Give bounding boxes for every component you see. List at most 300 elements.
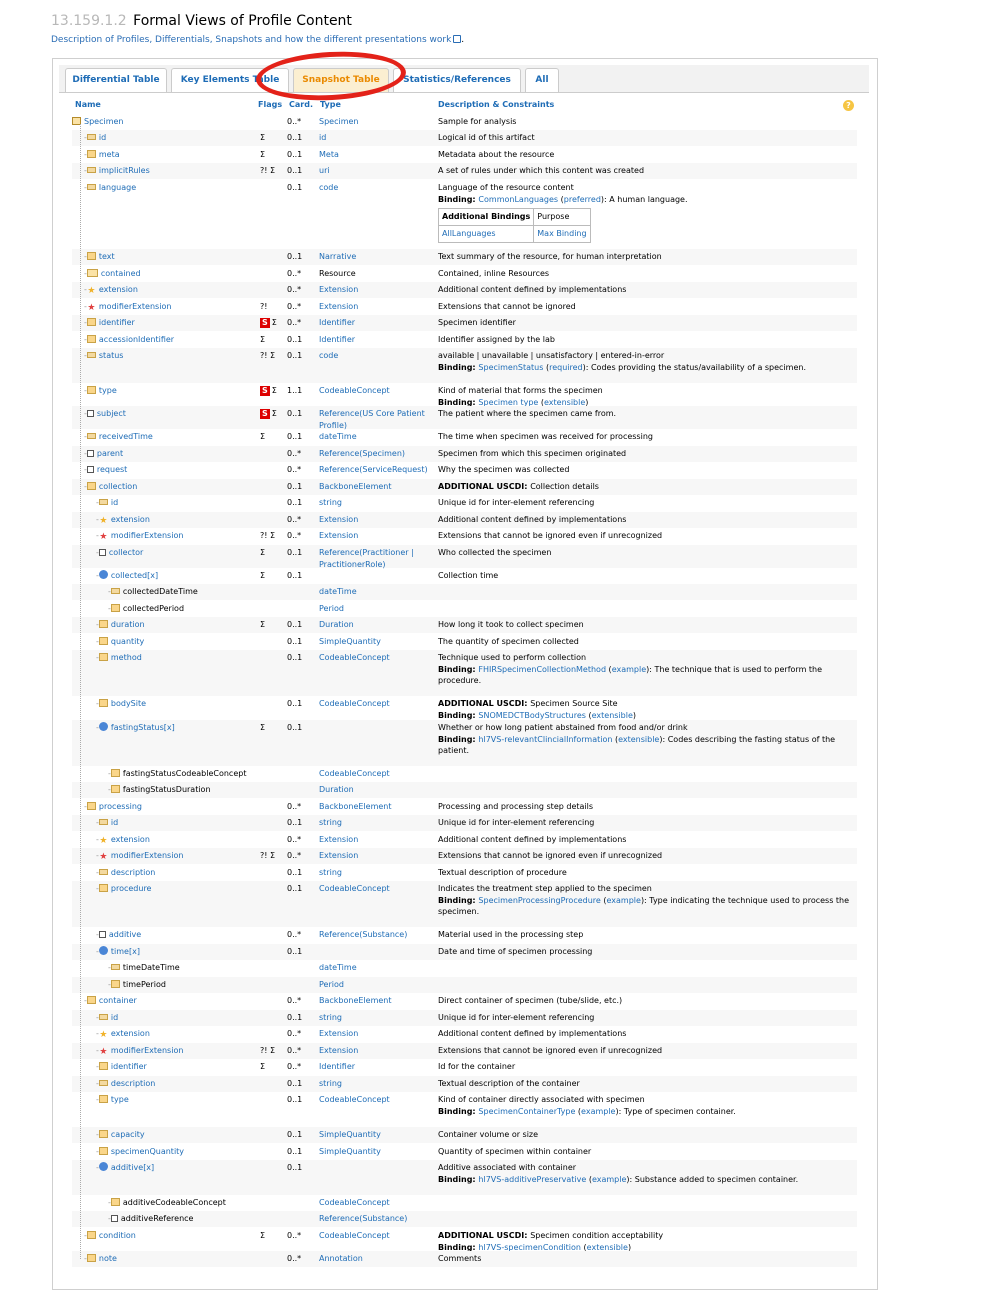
type-link[interactable]: BackboneElement xyxy=(319,482,392,491)
element-name[interactable]: time[x] xyxy=(110,947,140,956)
element-name-cell xyxy=(84,350,264,362)
type-link[interactable]: dateTime xyxy=(319,587,357,596)
element-name-cell xyxy=(84,149,264,161)
element-name[interactable]: modifierExtension xyxy=(110,851,184,860)
description-cell xyxy=(438,817,853,829)
element-name[interactable]: capacity xyxy=(110,1130,145,1139)
flags-text: Σ xyxy=(260,620,266,629)
type-cell[interactable] xyxy=(319,834,437,846)
type-link[interactable]: Extension xyxy=(319,1046,359,1055)
type-link[interactable]: Duration xyxy=(319,785,354,794)
element-name[interactable]: note xyxy=(98,1254,117,1263)
binding-strength-link[interactable]: extensible xyxy=(586,1242,628,1252)
type-cell[interactable] xyxy=(319,586,437,598)
description-cell xyxy=(438,1094,853,1117)
element-name[interactable]: procedure xyxy=(110,884,152,893)
type-link[interactable]: code xyxy=(319,183,339,192)
table-row xyxy=(72,617,857,633)
table-row xyxy=(72,1043,857,1059)
type-link[interactable]: SimpleQuantity xyxy=(319,1147,381,1156)
element-name[interactable]: modifierExtension xyxy=(98,302,172,311)
cardinality-cell: 0..1 xyxy=(287,699,303,708)
binding-text: ): Substance added to specimen container. xyxy=(626,1174,799,1184)
element-name[interactable]: identifier xyxy=(98,318,135,327)
datatype-icon xyxy=(87,996,96,1004)
type-cell[interactable] xyxy=(319,514,437,526)
type-cell[interactable] xyxy=(319,149,437,161)
type-link[interactable]: Resource xyxy=(319,269,356,278)
description-cell xyxy=(438,497,853,509)
type-link[interactable]: CodeableConcept xyxy=(319,699,390,708)
tree-connector: - xyxy=(96,1147,99,1156)
uscdi-prefix: ADDITIONAL USCDI: xyxy=(438,1231,531,1240)
element-name[interactable]: status xyxy=(98,351,124,360)
element-name[interactable]: id xyxy=(110,818,119,827)
choice-icon xyxy=(99,722,108,731)
description-cell xyxy=(438,1045,853,1057)
type-cell[interactable] xyxy=(319,1129,437,1141)
type-cell[interactable] xyxy=(319,1253,437,1265)
element-name-cell xyxy=(96,547,276,559)
extension-icon: ★ xyxy=(99,836,108,846)
type-link[interactable]: Annotation xyxy=(319,1254,363,1263)
binding-strength-link[interactable]: example xyxy=(606,895,641,905)
paren: ( xyxy=(606,664,612,674)
type-cell[interactable] xyxy=(319,284,437,296)
description-cell xyxy=(438,1061,853,1073)
element-name[interactable]: description xyxy=(110,1079,156,1088)
flags-cell xyxy=(260,385,288,397)
type-link[interactable]: Reference(ServiceRequest) xyxy=(319,465,428,474)
element-name[interactable]: container xyxy=(98,996,137,1005)
datatype-icon xyxy=(99,1147,108,1155)
type-link[interactable]: dateTime xyxy=(319,963,357,972)
element-name[interactable]: description xyxy=(110,868,156,877)
tree-connector: - xyxy=(84,1231,87,1240)
tree-connector: - xyxy=(108,963,111,972)
type-cell[interactable] xyxy=(319,334,437,346)
element-name[interactable]: Specimen xyxy=(84,117,124,126)
element-name-cell xyxy=(96,698,276,710)
binding-valueset-link[interactable]: hl7VS-additivePreservative xyxy=(478,1174,587,1184)
binding-strength-link[interactable]: example xyxy=(591,1174,627,1184)
type-link[interactable]: Extension xyxy=(319,302,359,311)
type-link[interactable]: id xyxy=(319,133,327,142)
binding-valueset-link[interactable]: SpecimenContainerType xyxy=(478,1106,576,1116)
type-cell[interactable] xyxy=(319,1061,437,1073)
type-cell[interactable] xyxy=(319,431,437,443)
tree-connector: - xyxy=(84,386,87,395)
type-link[interactable]: string xyxy=(319,818,342,827)
type-link[interactable]: Reference(Substance) xyxy=(319,1214,408,1223)
description-text: A set of rules under which this content was created xyxy=(438,166,645,175)
type-cell[interactable] xyxy=(319,182,437,194)
type-cell[interactable] xyxy=(319,132,437,144)
binding-purpose-link[interactable]: Max Binding xyxy=(534,226,590,243)
binding-strength-link[interactable]: example xyxy=(611,664,647,674)
type-link[interactable]: BackboneElement xyxy=(319,996,392,1005)
element-name-cell xyxy=(84,431,264,443)
element-name[interactable]: request xyxy=(96,465,128,474)
element-name: fastingStatusCodeableConcept xyxy=(122,769,247,778)
tree-connector: - xyxy=(84,183,87,192)
binding-text: ) xyxy=(627,1242,632,1252)
binding-valueset-link[interactable]: CommonLanguages xyxy=(478,194,559,204)
element-name[interactable]: quantity xyxy=(110,637,145,646)
element-name[interactable]: collector xyxy=(108,548,144,557)
element-name[interactable]: fastingStatus[x] xyxy=(110,723,175,732)
primitive-icon xyxy=(111,964,120,970)
table-row xyxy=(72,1026,857,1042)
type-cell[interactable] xyxy=(319,317,437,329)
reference-icon xyxy=(99,549,106,556)
flags-text: ?! xyxy=(260,302,268,311)
element-name[interactable]: id xyxy=(110,1013,119,1022)
element-name[interactable]: implicitRules xyxy=(98,166,150,175)
tab-differential[interactable]: Differential Table xyxy=(65,68,167,92)
paren: ( xyxy=(612,734,619,744)
type-link[interactable]: string xyxy=(319,498,342,507)
element-name[interactable]: language xyxy=(98,183,137,192)
description-cell xyxy=(438,867,853,879)
element-name[interactable]: type xyxy=(98,386,117,395)
cardinality-cell: 0..1 xyxy=(287,351,303,360)
type-cell[interactable] xyxy=(319,768,437,780)
type-link[interactable]: Period xyxy=(319,980,344,989)
element-name[interactable]: id xyxy=(98,133,107,142)
element-name-cell xyxy=(84,385,264,397)
element-name[interactable]: type xyxy=(110,1095,129,1104)
element-name[interactable]: method xyxy=(110,653,142,662)
element-name[interactable]: collected[x] xyxy=(110,571,159,580)
table-row xyxy=(72,1010,857,1026)
description-cell xyxy=(438,946,853,958)
element-name[interactable]: extension xyxy=(110,835,150,844)
tree-connector: - xyxy=(96,1095,99,1104)
description-text: Container volume or size xyxy=(438,1130,539,1139)
type-cell[interactable] xyxy=(319,1146,437,1158)
type-link[interactable]: Reference(US Core Patient Profile) xyxy=(319,409,425,430)
tab-key-elements[interactable]: Key Elements Table xyxy=(171,68,289,92)
tree-connector: - xyxy=(108,769,111,778)
type-link[interactable]: Identifier xyxy=(319,335,356,344)
type-link[interactable]: Reference(Practitioner | PractitionerRole) xyxy=(319,548,414,569)
cardinality-cell: 0..* xyxy=(287,117,302,126)
element-name[interactable]: extension xyxy=(110,1029,150,1038)
type-link[interactable]: Extension xyxy=(319,835,359,844)
binding-strength-link[interactable]: required xyxy=(549,362,583,372)
element-name[interactable]: id xyxy=(110,498,119,507)
element-name[interactable]: additive xyxy=(108,930,142,939)
element-name-cell xyxy=(108,1197,288,1209)
element-name[interactable]: receivedTime xyxy=(98,432,153,441)
binding-strength-link[interactable]: example xyxy=(581,1106,616,1116)
primitive-icon xyxy=(111,588,120,594)
type-link[interactable]: Extension xyxy=(319,285,359,294)
datatype-icon xyxy=(87,802,96,810)
type-link[interactable]: BackboneElement xyxy=(319,802,392,811)
description-text: Additional content defined by implementations xyxy=(438,515,627,524)
type-cell[interactable] xyxy=(319,547,437,570)
paren: ( xyxy=(538,397,544,407)
type-link[interactable]: SimpleQuantity xyxy=(319,637,381,646)
element-name[interactable]: specimenQuantity xyxy=(110,1147,185,1156)
type-link[interactable]: Reference(Substance) xyxy=(319,930,408,939)
type-link[interactable]: Extension xyxy=(319,1029,359,1038)
page-header xyxy=(51,10,951,46)
type-cell[interactable] xyxy=(319,268,437,280)
type-link[interactable]: string xyxy=(319,868,342,877)
type-cell[interactable] xyxy=(319,301,437,313)
element-name-cell xyxy=(108,962,288,974)
description-link[interactable]: Description of Profiles, Differentials, Snapshots and how the different presentations work xyxy=(51,35,452,45)
extension-icon: ★ xyxy=(99,1030,108,1040)
type-cell[interactable] xyxy=(319,1012,437,1024)
type-cell[interactable] xyxy=(319,1045,437,1057)
description-text: Additional content defined by implementations xyxy=(438,835,627,844)
type-link[interactable]: CodeableConcept xyxy=(319,884,390,893)
type-cell[interactable] xyxy=(319,698,437,710)
type-cell[interactable] xyxy=(319,1213,437,1225)
description-text: Extensions that cannot be ignored even if unrecognized xyxy=(438,851,663,860)
description-text: Specimen condition acceptability xyxy=(530,1231,664,1240)
description-cell xyxy=(438,350,853,373)
type-link[interactable]: Narrative xyxy=(319,252,357,261)
table-row xyxy=(72,696,857,720)
element-name[interactable]: bodySite xyxy=(110,699,147,708)
binding-valueset-link[interactable]: hl7VS-specimenCondition xyxy=(478,1242,581,1252)
type-link[interactable]: Extension xyxy=(319,531,359,540)
element-name[interactable]: condition xyxy=(98,1231,136,1240)
flags-cell xyxy=(260,1045,288,1057)
type-cell[interactable] xyxy=(319,385,437,397)
type-link[interactable]: Period xyxy=(319,604,344,613)
datatype-icon xyxy=(87,318,96,326)
binding-strength-link[interactable]: preferred xyxy=(563,194,601,204)
element-name[interactable]: text xyxy=(98,252,115,261)
binding-label: Binding: xyxy=(438,1106,479,1116)
table-row xyxy=(72,114,857,130)
extension-icon: ★ xyxy=(87,286,96,296)
element-name-cell xyxy=(96,636,276,648)
type-cell[interactable] xyxy=(319,165,437,177)
type-link[interactable]: CodeableConcept xyxy=(319,769,390,778)
description-cell xyxy=(438,1012,853,1024)
reference-icon xyxy=(111,1215,118,1222)
element-name-cell xyxy=(84,448,264,460)
table-row xyxy=(72,1076,857,1092)
col-description[interactable]: Description & Constraints xyxy=(438,100,555,109)
type-cell[interactable] xyxy=(319,979,437,991)
type-cell[interactable] xyxy=(319,883,437,895)
type-cell[interactable] xyxy=(319,497,437,509)
type-link[interactable]: CodeableConcept xyxy=(319,653,390,662)
type-cell[interactable] xyxy=(319,408,437,431)
element-name[interactable]: collection xyxy=(98,482,138,491)
cardinality-cell: 0..1 xyxy=(287,252,303,261)
description-cell xyxy=(438,698,853,721)
binding-valueset-link[interactable]: Specimen type xyxy=(478,397,539,407)
type-cell[interactable] xyxy=(319,995,437,1007)
table-row xyxy=(72,634,857,650)
type-cell[interactable] xyxy=(319,867,437,879)
table-row xyxy=(72,266,857,282)
help-icon[interactable]: ? xyxy=(843,100,854,111)
description-text: Why the specimen was collected xyxy=(438,465,570,474)
type-link[interactable]: uri xyxy=(319,166,330,175)
type-cell[interactable] xyxy=(319,1078,437,1090)
table-row xyxy=(72,1211,857,1227)
datatype-icon xyxy=(99,1095,108,1103)
cardinality-cell: 0..* xyxy=(287,465,302,474)
element-name[interactable]: extension xyxy=(110,515,150,524)
type-link[interactable]: SimpleQuantity xyxy=(319,1130,381,1139)
table-row xyxy=(72,1160,857,1195)
element-name[interactable]: modifierExtension xyxy=(110,1046,184,1055)
type-link[interactable]: Extension xyxy=(319,851,359,860)
description-text: Unique id for inter-element referencing xyxy=(438,818,595,827)
element-name-cell xyxy=(96,883,276,895)
type-link[interactable]: string xyxy=(319,1013,342,1022)
element-name-cell xyxy=(96,1028,276,1040)
type-link[interactable]: Reference(Specimen) xyxy=(319,449,406,458)
element-name-cell xyxy=(108,768,288,780)
flags-text: Σ xyxy=(260,335,266,344)
type-cell[interactable] xyxy=(319,1197,437,1209)
type-cell[interactable] xyxy=(319,850,437,862)
tree-connector: - xyxy=(84,432,87,441)
type-link[interactable]: dateTime xyxy=(319,432,357,441)
type-cell[interactable] xyxy=(319,530,437,542)
type-cell[interactable] xyxy=(319,481,437,493)
cardinality-cell: 0..1 xyxy=(287,432,303,441)
type-link[interactable]: CodeableConcept xyxy=(319,1095,390,1104)
table-row xyxy=(72,815,857,831)
tree-connector: - xyxy=(84,150,87,159)
tree-connector: - xyxy=(96,1013,99,1022)
type-cell[interactable] xyxy=(319,1094,437,1106)
tab-statistics[interactable]: Statistics/References xyxy=(393,68,521,92)
element-name[interactable]: extension xyxy=(98,285,138,294)
type-cell[interactable] xyxy=(319,652,437,664)
tree-connector: - xyxy=(84,351,87,360)
type-cell[interactable] xyxy=(319,448,437,460)
table-row xyxy=(72,944,857,960)
type-cell[interactable] xyxy=(319,817,437,829)
type-cell[interactable] xyxy=(319,801,437,813)
element-name[interactable]: duration xyxy=(110,620,145,629)
binding-valueset-link[interactable]: FHIRSpecimenCollectionMethod xyxy=(478,664,607,674)
cardinality-cell: 0..* xyxy=(287,802,302,811)
col-name[interactable]: Name xyxy=(75,100,101,109)
type-link[interactable]: Identifier xyxy=(319,318,356,327)
type-link[interactable]: string xyxy=(319,1079,342,1088)
binding-valueset-link[interactable]: hl7VS-relevantClincialInformation xyxy=(478,734,613,744)
type-link[interactable]: CodeableConcept xyxy=(319,1198,390,1207)
type-cell[interactable] xyxy=(319,619,437,631)
binding-valueset-link[interactable]: SpecimenProcessingProcedure xyxy=(478,895,601,905)
col-card[interactable]: Card. xyxy=(289,100,313,109)
type-cell[interactable] xyxy=(319,1230,437,1242)
type-cell[interactable] xyxy=(319,251,437,263)
binding-valueset-link[interactable]: SpecimenStatus xyxy=(478,362,544,372)
type-link[interactable]: code xyxy=(319,351,339,360)
element-name-cell xyxy=(96,1146,276,1158)
binding-strength-link[interactable]: extensible xyxy=(544,397,586,407)
description-cell xyxy=(438,1230,853,1253)
element-name[interactable]: modifierExtension xyxy=(110,531,184,540)
description-cell xyxy=(438,570,853,582)
description-text: Whether or how long patient abstained from food and/or drink xyxy=(438,723,688,732)
type-cell[interactable] xyxy=(319,636,437,648)
col-type[interactable]: Type xyxy=(320,100,341,109)
table-row xyxy=(72,832,857,848)
cardinality-cell: 0..1 xyxy=(287,620,303,629)
type-link[interactable]: Specimen xyxy=(319,117,359,126)
element-name[interactable]: subject xyxy=(96,409,126,418)
binding-strength-link[interactable]: extensible xyxy=(618,734,660,744)
type-cell[interactable] xyxy=(319,603,437,615)
type-cell[interactable] xyxy=(319,116,437,128)
primitive-icon xyxy=(99,1080,108,1086)
primitive-icon xyxy=(99,869,108,875)
cardinality-cell: 0..* xyxy=(287,531,302,540)
flags-cell xyxy=(260,317,288,329)
element-name[interactable]: meta xyxy=(98,150,120,159)
element-name[interactable]: identifier xyxy=(110,1062,147,1071)
primitive-icon xyxy=(99,499,108,505)
type-link[interactable]: Identifier xyxy=(319,1062,356,1071)
type-cell[interactable] xyxy=(319,1028,437,1040)
type-cell[interactable] xyxy=(319,350,437,362)
datatype-icon xyxy=(99,699,108,707)
tab-snapshot[interactable]: Snapshot Table xyxy=(293,68,389,92)
type-link[interactable]: Duration xyxy=(319,620,354,629)
element-name[interactable]: additive[x] xyxy=(110,1163,155,1172)
type-cell[interactable] xyxy=(319,464,437,476)
table-row xyxy=(72,495,857,511)
element-name[interactable]: contained xyxy=(100,269,141,278)
description-text: Unique id for inter-element referencing xyxy=(438,498,595,507)
title-text: Formal Views of Profile Content xyxy=(133,13,352,29)
element-name[interactable]: processing xyxy=(98,802,143,811)
type-link[interactable]: Meta xyxy=(319,150,339,159)
element-name[interactable]: parent xyxy=(96,449,124,458)
binding-strength-link[interactable]: extensible xyxy=(591,710,633,720)
cardinality-cell: 0..1 xyxy=(287,1163,303,1172)
tab-bar xyxy=(59,65,869,93)
type-cell[interactable] xyxy=(319,962,437,974)
table-row xyxy=(72,315,857,331)
binding-valueset-link[interactable]: AllLanguages xyxy=(439,226,534,243)
description-text: Additive associated with container xyxy=(438,1163,577,1172)
element-name[interactable]: accessionIdentifier xyxy=(98,335,175,344)
element-name-cell xyxy=(96,817,276,829)
description-cell xyxy=(438,464,853,476)
col-flags[interactable]: Flags xyxy=(258,100,283,109)
binding-text: ): A human language. xyxy=(600,194,688,204)
cardinality-cell: 0..1 xyxy=(287,548,303,557)
type-link[interactable]: CodeableConcept xyxy=(319,386,390,395)
type-cell[interactable] xyxy=(319,929,437,941)
primitive-icon xyxy=(99,1014,108,1020)
tab-all[interactable]: All xyxy=(525,68,559,92)
cardinality-cell: 0..1 xyxy=(287,884,303,893)
binding-valueset-link[interactable]: SNOMEDCTBodyStructures xyxy=(478,710,586,720)
type-link[interactable]: Extension xyxy=(319,515,359,524)
type-cell[interactable] xyxy=(319,784,437,796)
type-link[interactable]: CodeableConcept xyxy=(319,1231,390,1240)
